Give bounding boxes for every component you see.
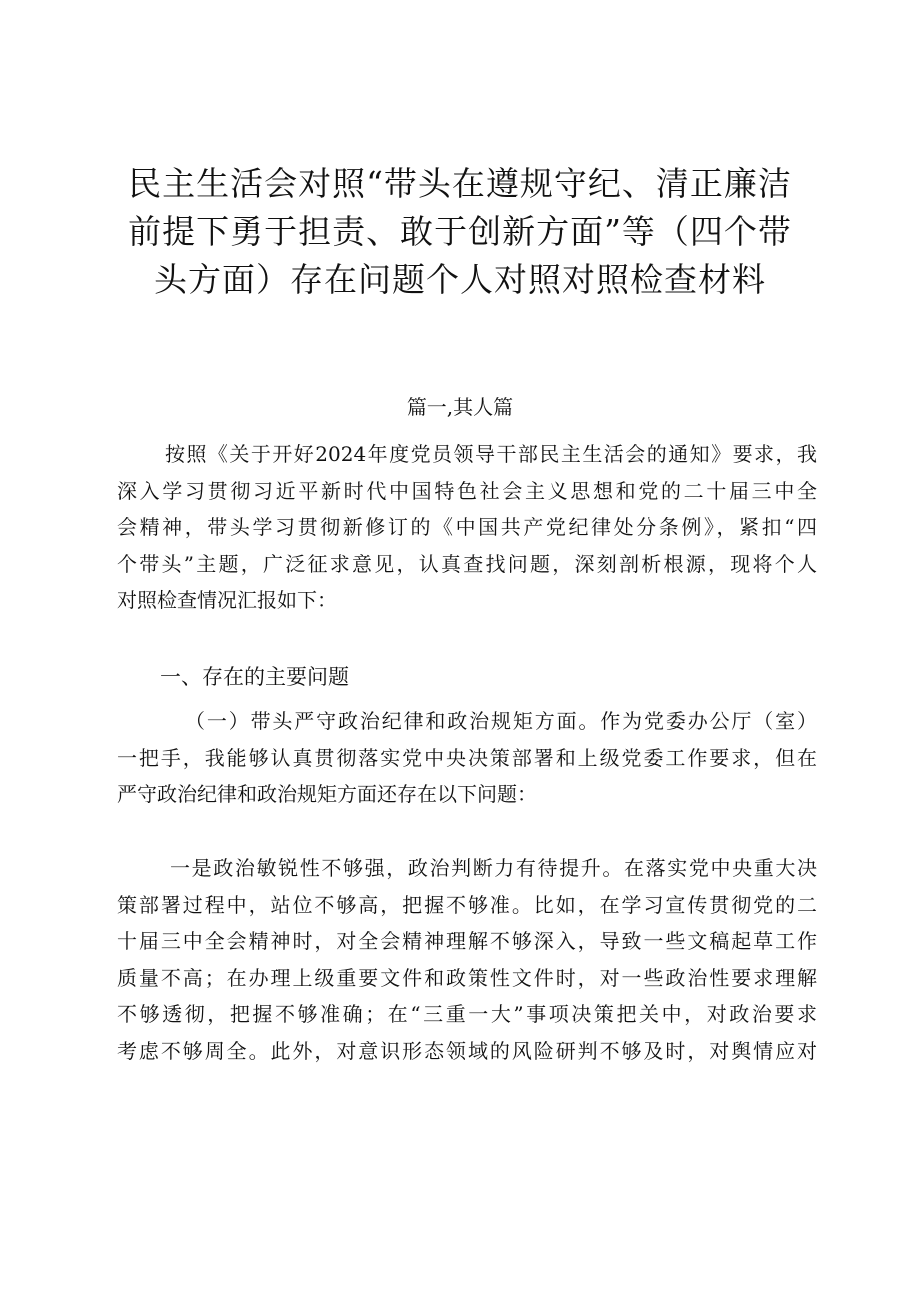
paragraph-line: 质量不高；在办理上级重要文件和政策性文件时，对一些政治性要求理解 [117, 965, 817, 990]
paragraph-line: 对照检查情况汇报如下： [117, 588, 337, 612]
document-subtitle: 篇一,其人篇 [406, 395, 514, 419]
section-heading: 一、存在的主要问题 [160, 665, 349, 689]
paragraph-line: 深入学习贯彻习近平新时代中国特色社会主义思想和党的二十届三中全 [117, 478, 817, 503]
title-line: 民主生活会对照“带头在遵规守纪、清正廉洁 [128, 164, 792, 203]
document-title [110, 160, 810, 304]
paragraph-line: 一是政治敏锐性不够强，政治判断力有待提升。在落实党中央重大决 [170, 856, 817, 880]
point-paragraph [117, 850, 817, 1069]
subsection-paragraph [117, 703, 817, 813]
paragraph-line: 不够透彻，把握不够准确；在“三重一大”事项决策把关中，对政治要求 [117, 1002, 817, 1026]
paragraph-line: 十届三中全会精神时，对全会精神理解不够深入，导致一些文稿起草工作 [117, 929, 817, 953]
title-line: 前提下勇于担责、敢于创新方面”等（四个带 [128, 212, 792, 251]
paragraph-line: 会精神，带头学习贯彻新修订的《中国共产党纪律处分条例》，紧扣“四 [117, 515, 817, 539]
paragraph-line: 按照《关于开好2024年度党员领导干部民主生活会的通知》要求，我 [165, 442, 817, 466]
paragraph-line: 策部署过程中，站位不够高，把握不够准。比如，在学习宣传贯彻党的二 [117, 892, 817, 917]
paragraph-line: （一）带头严守政治纪律和政治规矩方面。作为党委办公厅（室） [185, 709, 817, 733]
paragraph-line: 严守政治纪律和政治规矩方面还存在以下问题： [117, 782, 537, 806]
paragraph-line: 个带头”主题，广泛征求意见，认真查找问题，深刻剖析根源，现将个人 [117, 551, 817, 576]
paragraph-line: 一把手，我能够认真贯彻落实党中央决策部署和上级党委工作要求，但在 [117, 745, 817, 770]
intro-paragraph [117, 436, 817, 619]
title-line: 头方面）存在问题个人对照对照检查材料 [154, 260, 766, 299]
paragraph-line: 考虑不够周全。此外，对意识形态领域的风险研判不够及时，对舆情应对 [117, 1038, 817, 1063]
